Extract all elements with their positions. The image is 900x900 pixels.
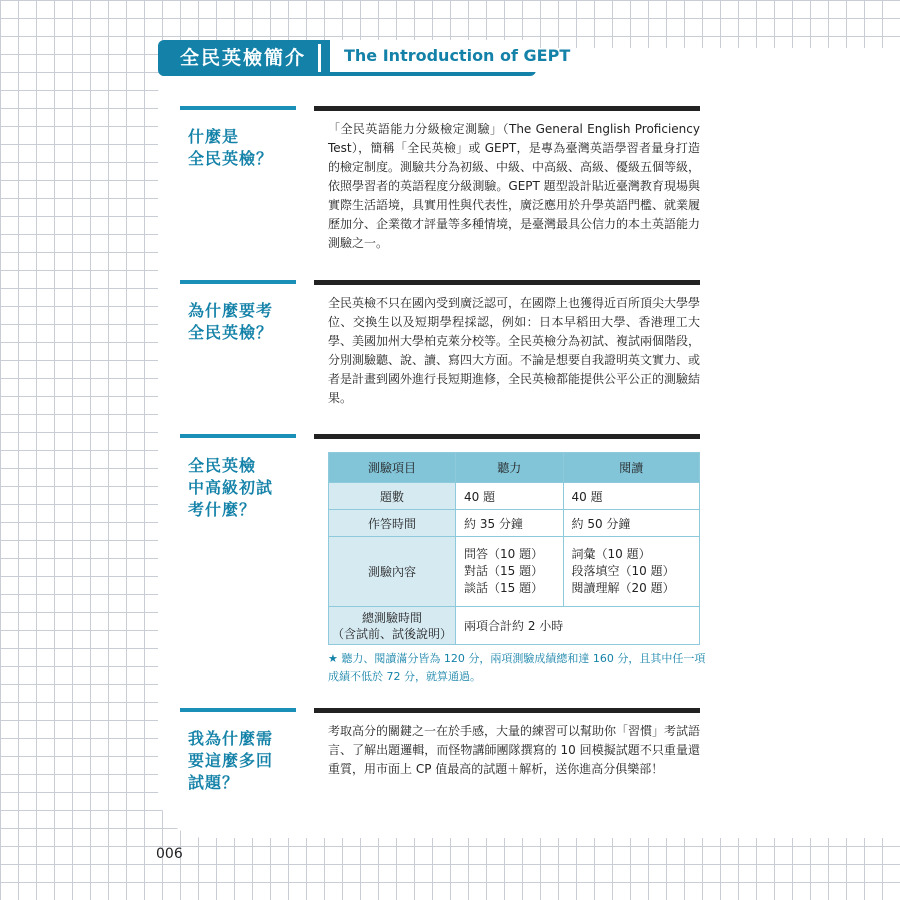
section-rule-right <box>314 280 700 285</box>
exam-table <box>328 452 700 645</box>
header-title-cn: 全民英檢簡介 <box>180 47 307 69</box>
section-title-what: 什麼是 全民英檢？ <box>188 127 274 168</box>
page-number: 006 <box>156 846 183 862</box>
table-row <box>329 510 700 537</box>
row-label: 測驗內容 <box>329 537 456 607</box>
section-rule-right <box>314 708 700 713</box>
table-row <box>329 537 700 607</box>
section-rule-left <box>180 280 296 284</box>
section-title-practice: 我為什麼需 要這麼多回 試題？ <box>188 729 274 792</box>
table-header-row <box>329 453 700 483</box>
header-title-en: The Introduction of GEPT <box>344 46 571 65</box>
section-rule-left <box>180 708 296 712</box>
section-title-why: 為什麼要考 全民英檢？ <box>188 301 274 342</box>
cell-reading: 約 50 分鐘 <box>563 510 699 537</box>
table-note: ★ 聽力、閱讀滿分皆為 120 分，兩項測驗成績總和達 160 分，且其中任一項成績不低於 72 分，就算通過。 <box>328 652 706 683</box>
section-rule-left <box>180 106 296 110</box>
table-header-reading: 閱讀 <box>563 453 699 483</box>
section-body-what: 「全民英語能力分級檢定測驗」（The General English Proficiency Test），簡稱「全民英檢」或 GEPT，是專為臺灣英語學習者量身打造的檢定制度。測驗共分為初級、中級、中高級、高級、優級五個等級，依照學習者的英語程度分級測驗。GEPT 題型設計貼近臺灣教育現場與實際生活語境，具實用性與代表性，廣泛應用於升學英語門檻、就業履歷加分、企業徵才評量等多種情境，是臺灣最具公信力的本土英語能力測驗之一。 <box>328 122 701 250</box>
cell-combined: 兩項合計約 2 小時 <box>456 607 700 645</box>
section-rule-left <box>180 434 296 438</box>
cell-reading: 詞彙（10 題） 段落填空（10 題） 閱讀理解（20 題） <box>563 537 699 607</box>
row-label: 題數 <box>329 483 456 510</box>
cell-listening: 問答（10 題） 對話（15 題） 談話（15 題） <box>456 537 564 607</box>
section-rule-right <box>314 106 700 111</box>
table-header-listening: 聽力 <box>456 453 564 483</box>
cell-listening: 約 35 分鐘 <box>456 510 564 537</box>
row-label: 總測驗時間 （含試前、試後說明） <box>329 607 456 645</box>
cell-reading: 40 題 <box>563 483 699 510</box>
section-body-why: 全民英檢不只在國內受到廣泛認可，在國際上也獲得近百所頂尖大學學位、交換生以及短期學程採認，例如：日本早稻田大學、香港理工大學、美國加州大學柏克萊分校等。全民英檢分為初試、複試兩個階段，分別測驗聽、說、讀、寫四大方面。不論是想要自我證明英文實力、或者是計畫到國外進行長短期進修，全民英檢都能提供公平公正的測驗結果。 <box>328 296 701 405</box>
section-body-practice: 考取高分的關鍵之一在於手感，大量的練習可以幫助你「習慣」考試語言、了解出題邏輯，而怪物講師團隊撰寫的 10 回模擬試題不只重量還重質，用市面上 CP 值最高的試題＋解析，送你進高分俱樂部！ <box>328 724 701 776</box>
section-rule-right <box>314 434 700 439</box>
cell-listening: 40 題 <box>456 483 564 510</box>
row-label: 作答時間 <box>329 510 456 537</box>
header-divider <box>318 44 321 72</box>
table-row <box>329 607 700 645</box>
table-header-item: 測驗項目 <box>329 453 456 483</box>
section-title-content: 全民英檢 中高級初試 考什麼？ <box>188 456 274 519</box>
table-row <box>329 483 700 510</box>
